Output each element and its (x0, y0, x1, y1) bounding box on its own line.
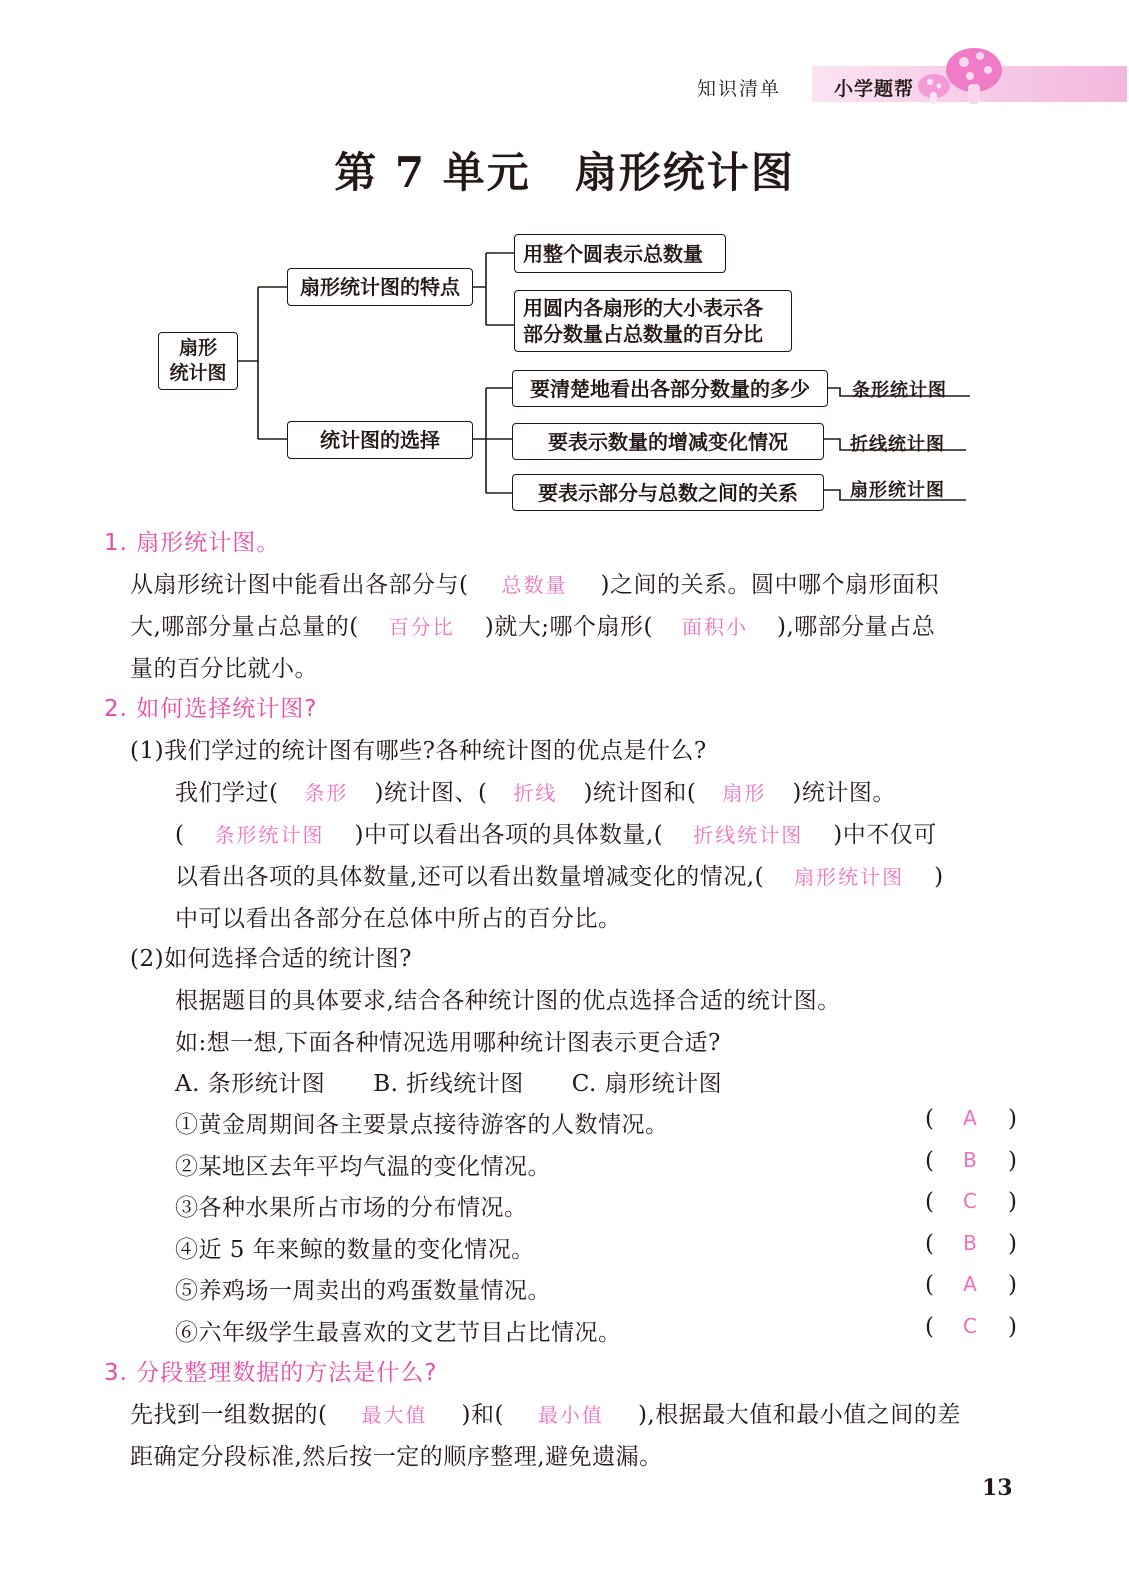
mind-map-selection-result: 条形统计图 (852, 380, 947, 401)
header-brand-label: 小学题帮 (834, 78, 915, 100)
answer-text: 总数量 (501, 573, 568, 597)
answer-line-4: 中可以看出各部分在总体中所占的百分比。 (175, 906, 622, 932)
mind-map-selection-item: 要清楚地看出各部分数量的多少 (512, 370, 828, 407)
mind-map (0, 220, 1129, 520)
answer-text: 折线 (513, 781, 558, 805)
answer-text: 扇形统计图 (794, 865, 905, 889)
answer-line-3: 以看出各项的具体数量,还可以看出数量增减变化的情况,( 扇形统计图 ) (175, 858, 944, 891)
exercise-answer: ( B ) (925, 1231, 1017, 1257)
exercise-answer: ( B ) (925, 1148, 1017, 1174)
exercise-item: ③各种水果所占市场的分布情况。 (175, 1195, 528, 1221)
exercise-item: ②某地区去年平均气温的变化情况。 (175, 1154, 551, 1180)
mind-map-root: 扇形 统计图 (158, 332, 238, 390)
answer-text: 百分比 (388, 615, 455, 639)
mind-map-feature-item: 用圆内各扇形的大小表示各 部分数量占总数量的百分比 (514, 290, 792, 352)
answer-line-1: 我们学过( 条形 )统计图、( 折线 )统计图和( 扇形 )统计图。 (175, 774, 896, 807)
explanation-line: 根据题目的具体要求,结合各种统计图的优点选择合适的统计图。 (175, 988, 841, 1014)
option-a: A. 条形统计图 (175, 1071, 326, 1097)
exercise-answer: ( C ) (925, 1189, 1017, 1215)
header-section-label: 知识清单 (697, 78, 782, 100)
section-1-heading: 1. 扇形统计图。 (104, 530, 281, 556)
exercise-item: ⑥六年级学生最喜欢的文艺节目占比情况。 (175, 1320, 622, 1346)
exercise-answer: ( A ) (925, 1106, 1017, 1132)
mind-map-branch-selection: 统计图的选择 (287, 421, 473, 459)
section-3-line-2: 距确定分段标准,然后按一定的顺序整理,避免遗漏。 (130, 1444, 663, 1470)
section-3-line-1: 先找到一组数据的( 最大值 )和( 最小值 ),根据最大值和最小值之间的差 (130, 1396, 961, 1429)
example-prompt: 如:想一想,下面各种情况选用哪种统计图表示更合适? (175, 1030, 721, 1056)
question-2: (2)如何选择合适的统计图? (130, 946, 412, 972)
exercise-item: ④近 5 年来鲸的数量的变化情况。 (175, 1237, 535, 1263)
exercise-item: ⑤养鸡场一周卖出的鸡蛋数量情况。 (175, 1278, 551, 1304)
mind-map-selection-result: 扇形统计图 (850, 480, 945, 501)
mind-map-branch-features: 扇形统计图的特点 (287, 268, 473, 306)
section-1-line-2: 大,哪部分量占总量的( 百分比 )就大;哪个扇形( 面积小 ),哪部分量占总 (130, 608, 935, 641)
section-1-line-1: 从扇形统计图中能看出各部分与( 总数量 )之间的关系。圆中哪个扇形面积 (130, 566, 939, 599)
page-number: 13 (982, 1475, 1013, 1501)
answer-text: 扇形 (722, 781, 767, 805)
mushroom-icon (912, 40, 1012, 110)
question-1: (1)我们学过的统计图有哪些?各种统计图的优点是什么? (130, 738, 707, 764)
exercise-item: ①黄金周期间各主要景点接待游客的人数情况。 (175, 1112, 669, 1138)
answer-line-2: ( 条形统计图 )中可以看出各项的具体数量,( 折线统计图 )中不仅可 (175, 816, 937, 849)
exercise-answer: ( A ) (925, 1272, 1017, 1298)
mind-map-selection-result: 折线统计图 (850, 434, 945, 455)
mind-map-selection-item: 要表示数量的增减变化情况 (512, 423, 824, 460)
answer-text: 最大值 (361, 1403, 428, 1427)
section-2-heading: 2. 如何选择统计图? (104, 696, 318, 722)
answer-text: 条形 (304, 781, 349, 805)
section-3-heading: 3. 分段整理数据的方法是什么? (104, 1360, 438, 1386)
exercise-answer: ( C ) (925, 1314, 1017, 1340)
answer-text: 面积小 (682, 615, 748, 639)
mind-map-selection-item: 要表示部分与总数之间的关系 (512, 474, 824, 511)
mind-map-feature-item: 用整个圆表示总数量 (514, 234, 726, 273)
section-1-line-3: 量的百分比就小。 (130, 656, 318, 682)
option-b: B. 折线统计图 (373, 1071, 524, 1097)
option-c: C. 扇形统计图 (571, 1071, 723, 1097)
page-title: 第 7 单元 扇形统计图 (334, 148, 795, 197)
answer-text: 条形统计图 (214, 823, 325, 847)
answer-text: 最小值 (537, 1403, 604, 1427)
options-row (175, 1065, 722, 1098)
answer-text: 折线统计图 (693, 823, 804, 847)
